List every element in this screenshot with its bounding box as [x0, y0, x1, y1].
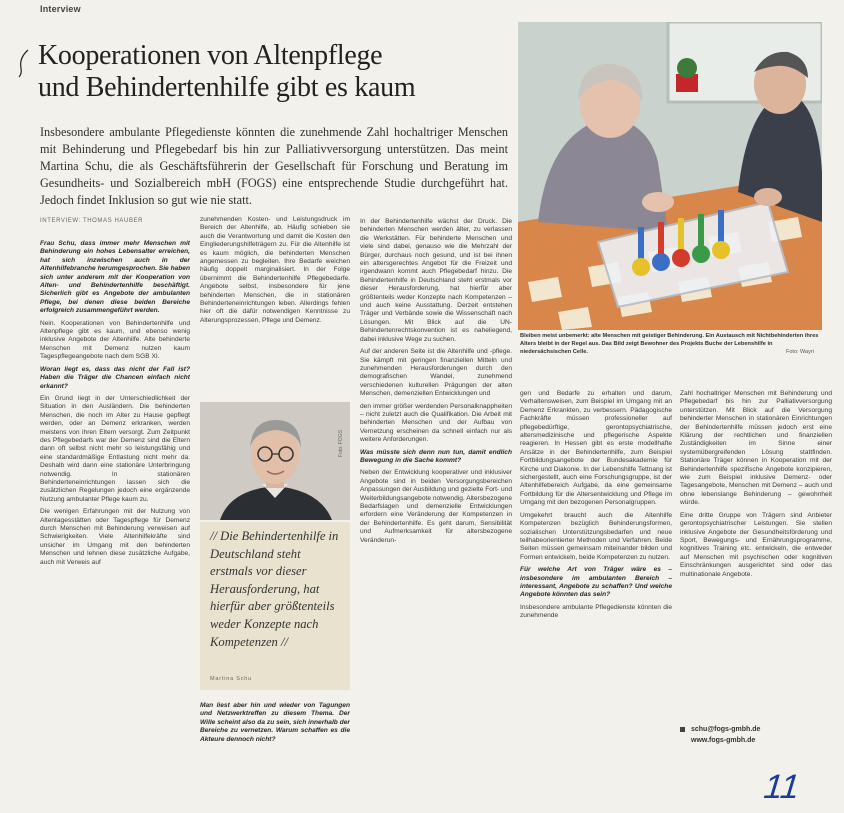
headline	[38, 40, 508, 104]
question-4: Was müsste sich denn nun tun, damit endlich Bewegung in die Sache kommt?	[360, 448, 512, 464]
answer-4: Neben der Entwicklung kooperativer und inklusiver Angebote sind in beiden Versorgungsbereichen Anpassungen der Ausbildung und gezielte Fort- und Weiterbildungsangebote notwendig. Altersbezogene Bedarfslagen und demenzielle Entwicklungen erfordern eine Veränderung der Kompetenzen in der Behindertenhilfe. Es geht darum, Sensibilität und Aufmerksamkeit für altersbezogene Veränderun-	[360, 469, 512, 544]
column-3-p1: In der Behindertenhilfe wächst der Druck. Die behinderten Menschen werden älter, zu verlassen die Werkstätten. Für behinderte Menschen und viele sind dabei, genauso wie die Mehrzahl der Bürger, durchaus noch gesund, und ist bei ihnen ein altersgerechtes Angebot für die Freizeit und irgendwann kommt auch Pflegebedarf hinzu. Die Behindertenhilfe in Deutschland steht erstmals vor dieser Herausforderung, hat hierfür aber größtenteils weder Konzepte nach Kompetenzen – und auch keine Ausstattung. Derzeit entstehen Träger und Verbände sowie die Wissenschaft nach Lösungen. Mit Blick auf die UN-Behindertenrechtskonvention ist es naheliegend, dabei inklusive Wege zu suchen.	[360, 218, 512, 343]
lead-paragraph: Insbesondere ambulante Pflegedienste könnten die zunehmende Zahl hochaltriger Menschen mit Behinderung und Pflegebedarf bis hin zur Palliativversorgung unterstützen. Das meint Martina Schu, die als Geschäftsführerin der Gesellschaft für Forschung und Beratung im Gesundheits- und Sozialbereich mbH (FOGS) eine entsprechende Studie durchgeführt hat. Jedoch findet Inklusion so gut wie nie statt.	[40, 125, 508, 207]
question-5: Für welche Art von Träger wäre es – insbesondere im ambulanten Bereich – interessant, Angebote zu schaffen? Und welche Angebote könnten das sein?	[520, 566, 672, 599]
text-column-3	[360, 218, 512, 813]
text-column-2	[200, 216, 350, 391]
photo-credit: Foto: Wayri	[786, 349, 814, 355]
bullet-square-icon	[680, 727, 685, 732]
contact-email[interactable]: schu@fogs-gmbh.de	[691, 726, 761, 733]
pull-quote-author: Martina Schu	[210, 676, 253, 682]
answer-5: Insbesondere ambulante Pflegedienste könnten die zunehmende	[520, 603, 672, 620]
column-5-p2: Eine dritte Gruppe von Trägern sind Anbieter gerontopsychiatrischer Leistungen. Sie stellen inklusive Angebote der Gesundheitsförderung und Sport, Bewegungs- und Ernährungsprogramme, kognitives Training etc. entwickeln, die entweder auf Menschen mit psychischen oder kognitiven Einschränkungen ausgerichtet sind oder das multinationale Angebote.	[680, 511, 832, 578]
answer-1: Nein. Kooperationen von Behindertenhilfe und Altenpflege gibt es kaum, und ebenso wenig inklusive Angebote der Altenhilfe. Alte behinderte Menschen mit Demenz nutzen kaum Tagespflegeangebote nach dem SGB XI.	[40, 319, 190, 361]
text-column-1	[40, 240, 190, 812]
page-number: 11	[762, 768, 802, 806]
portrait-photo	[200, 402, 350, 520]
pull-quote-text: // Die Behindertenhilfe in Deutschland steht erstmals vor dieser Herausforderung, hat hierfür aber größtenteils weder Konzepte nach Kompetenzen //	[210, 529, 339, 649]
portrait-illustration	[200, 402, 350, 520]
pull-quote-box	[200, 522, 350, 690]
portrait-credit: Foto: FOGS	[338, 430, 344, 457]
column-3-p3: den immer größer werdenden Personalknappheiten – nicht zuletzt auch die Qualifikation. Die Arbeit mit behinderten Menschen und der Aufbau von Vernetzung erscheinen da schnell einfach nur als weitere Anforderungen.	[360, 402, 512, 444]
main-photo	[518, 22, 822, 330]
text-column-4	[520, 390, 672, 811]
headline-line-2: und Behindertenhilfe gibt es kaum	[38, 72, 416, 103]
contact-email-row	[680, 724, 830, 735]
headline-line-1: Kooperationen von Altenpflege	[38, 40, 383, 71]
contact-website[interactable]: www.fogs-gmbh.de	[691, 737, 756, 744]
answer-2b: Die wenigen Erfahrungen mit der Nutzung von Altentagesstätten oder Tagespflege für Demenz durch Menschen mit Behinderung verweisen auf Schwierigkeiten. Viele Altenhilfekräfte sind unsicher im Umgang mit den behinderten Menschen und lehnen diese zusätzliche Aufgabe, auch mit Verweis auf	[40, 508, 190, 566]
text-column-2-bottom	[200, 702, 350, 811]
question-2: Woran liegt es, dass das nicht der Fall ist? Haben die Träger die Chancen einfach nicht erkannt?	[40, 365, 190, 390]
contact-web-row	[680, 735, 830, 746]
question-1: Frau Schu, dass immer mehr Menschen mit Behinderung ein hohes Lebensalter erreichen, hat sich inzwischen auch in der Altenhilfebranche herumgesprochen. Sie haben sich unter anderem mit der Kooperation von Alten- und Behindertenhilfe beschäftigt. Sicherlich gibt es Angebote der ambulanten Pflege, bei denen diese beiden Bereiche erfolgreich zusammengeführt werden.	[40, 240, 190, 315]
byline: INTERVIEW: THOMAS HAUBER	[40, 218, 144, 224]
column-2-text: zunehmenden Kosten- und Leistungsdruck im Bereich der Altenhilfe, ab. Häufig schieben sie auch die Verantwortung und damit die Kosten den Eingliederungshilfeträgern zu. Für die Altenhilfe ist es kaum möglich, die behinderten Menschen angemessen zu begleiten. Ihre Bedarfe weichen häufig doppelt marginalisiert. In der Folge übernimmt die Behindertenhilfe Pflegebedarfe. Angebote selbst, insbesondere für jene behinderten Menschen, die in stationären Behinderteneinrichtungen leben. Allerdings fehlen hier oft die dafür notwendigen Kenntnisse zu Alterungsprozessen, Pflege und Demenz.	[200, 216, 350, 324]
question-3: Man liest aber hin und wieder von Tagungen und Netzwerktreffen zu diesem Thema. Der Wille scheint also da zu sein, sich innerhalb der Bereiche zu vernetzen. Warum schaffen es die Akteure dennoch nicht?	[200, 702, 350, 743]
column-4-p2: Umgekehrt braucht auch die Altenhilfe Kompetenzen bezüglich Behinderungsformen, sozialischen Unterstützungsbedarfen und neue teilhabeorientierter Methoden und Verfahren. Beide Seiten müssen gemeinsam miteinander bilden und Formen entwickeln, beide Kompetenzen zu nutzen.	[520, 511, 672, 561]
answer-2: Ein Grund liegt in der Unterschiedlichkeit der Situation in den Ausländern. Die behinderten Menschen, die noch im Alter zu Hause gepflegt werden, oder an Demenz erkranken, werden meistens von ihren Eltern versorgt. Zum Zeitpunkt des Pflegebedarfs war der Demenz sind die Eltern dann oft selbst nicht mehr so leistungsfähig und eine standardmäßige Entlastung nicht mehr da. Deshalb wird dann eine stationäre Unterbringung notwendig. In stationären Behinderteneinrichtungen lassen sich die zusätzlichen Regelungen jedoch eine ergänzende Nutzung ambulanter Pflege kaum zu.	[40, 394, 190, 503]
column-4-p1: gen und Bedarfe zu erhalten und darum, Verhaltensweisen, zum Beispiel im Umgang mit an Demenz Erkrankten, zu verbessern. Pädagogische Fachkräfte müssen professioneller auf pflegebedürftige, gerontopsychiatrische, altersmedizinische und pflegerische Aspekte reagieren. In Hessen gibt es erste modellhafte Ansätze in der Behindertenhilfe, zum Beispiel Fortbildungsangebote der Bundesakademie für Kirche und Diakonie. In der Lebenshilfe Tettnang ist sichergestellt, auch eine Forschungsgruppe, ist der Altenhilfebereich Aufgabe, da eine gemeinsame Fortbildung für die Altersentwicklung und Pflege im Umgang mit den bezogenen Personalgruppen.	[520, 390, 672, 507]
main-photo-illustration	[518, 22, 822, 330]
column-5-p1: Zahl hochaltriger Menschen mit Behinderung und Pflegebedarf bis hin zur Palliativversorgung unterstützen. Mit Blick auf die Versorgung behinderter Menschen in stationären Einrichtungen der Behindertenhilfe müssen jedoch erst eine Klärung der rechtlichen und finanziellen Zuständigkeiten im Sinne einer systemübergreifenden Lösung stattfinden. Stationäre Träger können in Kooperation mit der Behindertenhilfe spezifische Angebote konzipieren, wie zum Beispiel inklusive Demenz- oder Tagesangebote, Menschen mit Demenz – auch und ohne lebenslange Behinderung – gewohnheit würde.	[680, 390, 832, 507]
contact-info	[680, 724, 830, 746]
photo-caption: Bleiben meist unbemerkt: alte Menschen mit geistiger Behinderung. Ein Austausch mit Nichtbehinderten ihres Alters bleibt in der Regel aus. Das Bild zeigt Bewohner des Projekts Buche der Lebenshilfe in niedersächsischen Celle.	[520, 333, 819, 355]
headline-quote-icon	[16, 48, 30, 78]
column-3-p2: Auf der anderen Seite ist die Altenhilfe und -pflege. Sie kämpft mit geringen finanziellen Mitteln und zunehmenden Herausforderungen durch den demografischen Wandel, zunehmend verschiedenen kulturellen Prägungen der alten Menschen, demenziellen Entwicklungen und	[360, 348, 512, 398]
section-rubric: Interview	[40, 4, 81, 14]
text-column-5	[680, 390, 832, 720]
